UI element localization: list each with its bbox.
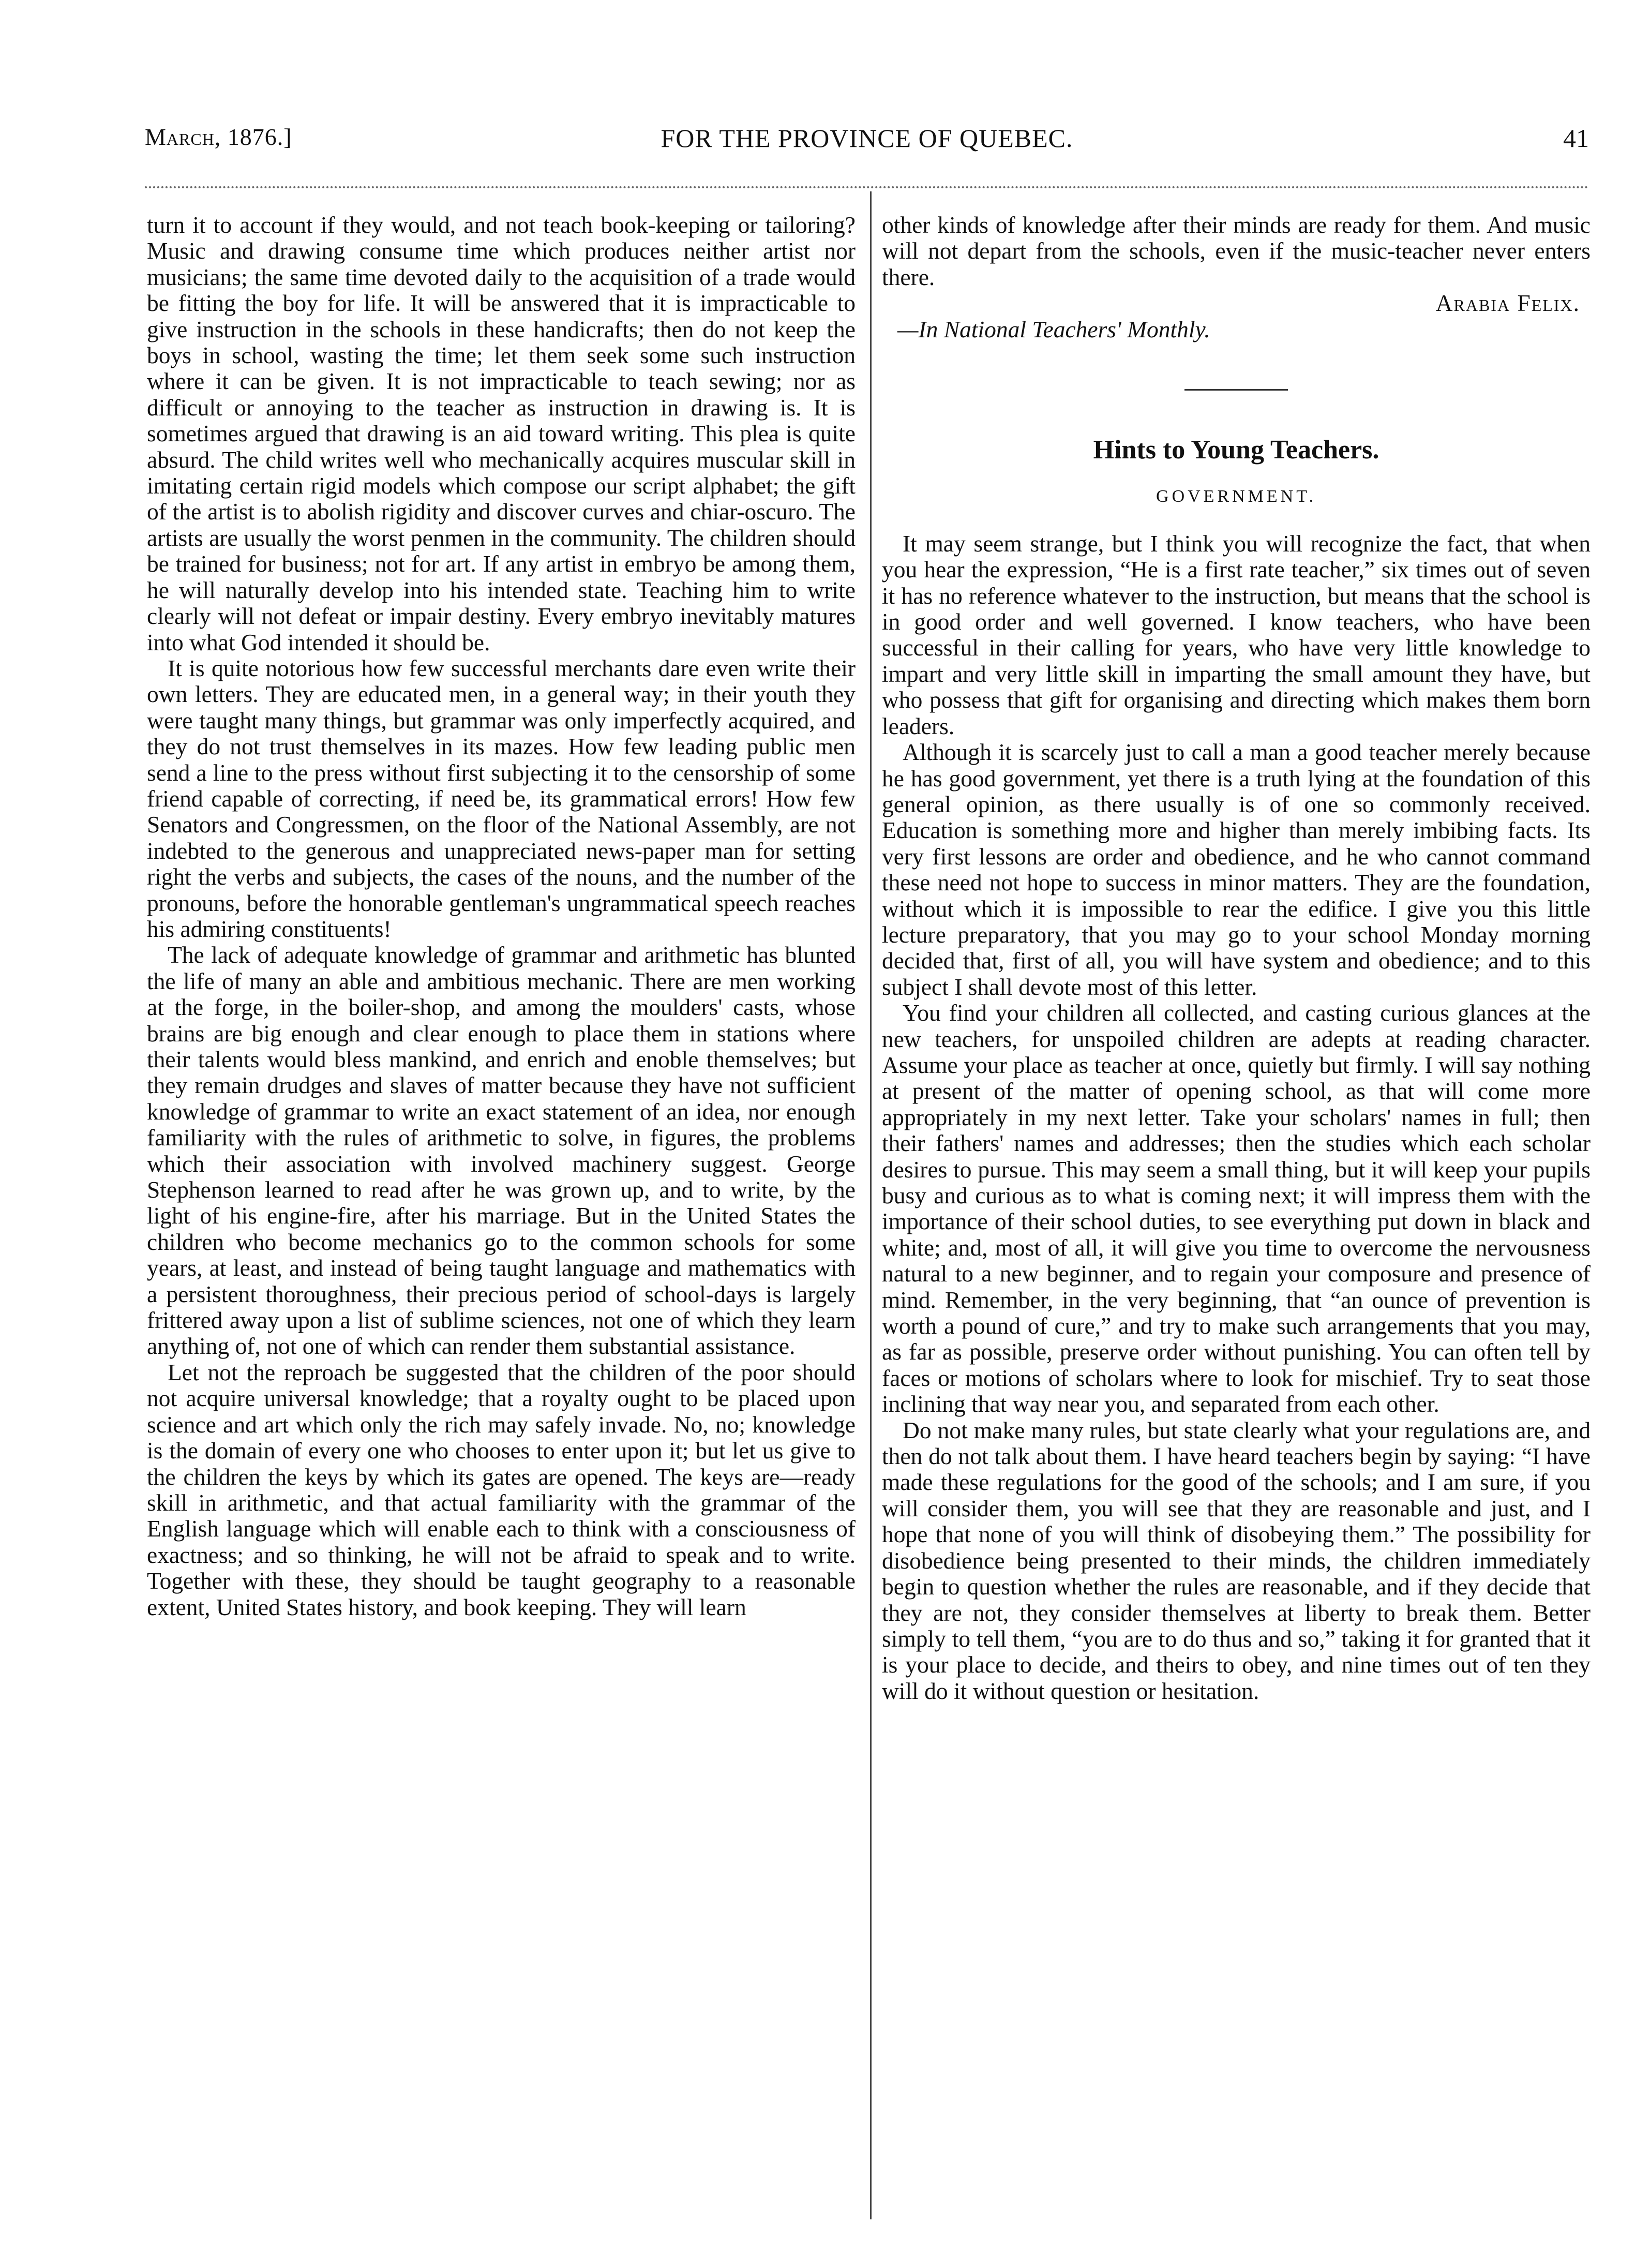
paragraph: turn it to account if they would, and not teach book-keeping or tailoring? Music and drawing consume time which produces neither artist nor musicians; the same time devoted daily to the acquisition of a trade would be fitting the boy for life. It will be answered that it is impracticable to give instruction in the schools in these handicrafts; then do not keep the boys in school, wasting the time; let them seek some such instruction where it can be given. It is not impracticable to teach sewing; nor as difficult or annoying to the teacher as instruction in drawing is. It is sometimes argued that drawing is an aid toward writing. This plea is quite absurd. The child writes well who mechanically acquires muscular skill in imitating certain rigid models which compose our script alphabet; the gift of the artist is to abolish rigidity and discover curves and chiar-oscuro. The artists are usually the worst penmen in the community. The children should be trained for business; not for art. If any artist in embryo be among them, he will naturally develop into his intended state. Teaching him to write clearly will not defeat or impair destiny. Every embryo inevitably matures into what God intended it should be. bbox=[147, 212, 856, 655]
continuation-paragraph: other kinds of knowledge after their minds are ready for them. And music will not depart from the schools, even if the music-teacher never enters there. bbox=[882, 212, 1591, 290]
author-signature: Arabia Felix. bbox=[1435, 290, 1580, 317]
paragraph: You find your children all collected, and casting curious glances at the new teachers, for unspoiled children are adepts at reading character. Assume your place as teacher at once, quietly but firmly. I will say nothing at present of the matter of opening school, as that will come more appropriately in my next letter. Take your scholars' names in full; then their fathers' names and addresses; then the studies which each scholar desires to pursue. This may seem a small thing, but it will keep your pupils busy and curious as to what is coming next; it will impress them with the importance of their school duties, to see everything put down in black and white; and, most of all, it will give you time to overcome the nervousness natural to a new beginner, and to regain your composure and presence of mind. Remember, in the very beginning, that “an ounce of prevention is worth a pound of cure,” and try to make such arrangements that you may, as far as possible, preserve order without punishing. You can often tell by faces or motions of scholars where to look for mischief. Try to seat those inclining that way near you, and separated from each other. bbox=[882, 999, 1591, 1418]
article-title: Hints to Young Teachers. bbox=[1093, 435, 1379, 465]
column-divider bbox=[870, 191, 872, 2219]
paragraph: It may seem strange, but I think you will recognize the fact, that when you hear the expression, “He is a first rate teacher,” six times out of seven it has no reference whatever to the instruction, but means that the school is in good order and well governed. I know teachers, who have been successful in their calling for years, who have very little knowledge to impart and very little skill in imparting the small amount they have, but who possess that gift for organising and directing which makes them born leaders. bbox=[882, 530, 1591, 739]
running-title: FOR THE PROVINCE OF QUEBEC. bbox=[661, 124, 1073, 153]
paragraph: The lack of adequate knowledge of grammar and arithmetic has blunted the life of many an able and ambitious mechanic. There are men working at the forge, in the boiler-shop, and among the moulders' casts, whose brains are big enough and clear enough to place them in stations where their talents would bless mankind, and enrich and enoble themselves; but they remain drudges and slaves of matter because they have not sufficient knowledge of grammar to write an exact statement of an idea, nor enough familiarity with the rules of arithmetic to solve, in figures, the problems which their association with involved machinery suggest. George Stephenson learned to read after he was grown up, and to write, by the light of his engine-fire, after his marriage. But in the United States the children who become mechanics go to the common schools for some years, at least, and instead of being taught language and mathematics with a persistent thoroughness, their precious period of school-days is largely frittered away upon a list of sublime sciences, not one of which they learn anything of, not one of which can render them substantial assistance. bbox=[147, 942, 856, 1360]
paragraph: Let not the reproach be suggested that the children of the poor should not acquire universal knowledge; that a royalty ought to be placed upon science and art which only the rich may safely invade. No, no; knowledge is the domain of every one who chooses to enter upon it; but let us give to the children the keys by which its gates are opened. The keys are—ready skill in arithmetic, and that actual familiarity with the grammar of the English language which will enable each to think with a consciousness of exactness; and so thinking, he will not be afraid to speak and to write. Together with these, they should be taught geography to a reasonable extent, United States history, and book keeping. They will learn bbox=[147, 1359, 856, 1620]
source-citation: —In National Teachers' Monthly. bbox=[897, 316, 1210, 342]
issue-date: March, 1876.] bbox=[145, 124, 292, 150]
page-number: 41 bbox=[1563, 124, 1589, 153]
paragraph: It is quite notorious how few successful merchants dare even write their own letters. They are educated men, in a general way; in their youth they were taught many things, but grammar was only imperfectly acquired, and they do not trust themselves in its mazes. How few leading public men send a line to the press without first subjecting it to the censorship of some friend capable of correcting, if need be, its grammatical errors! How few Senators and Congressmen, on the floor of the National Assembly, are not indebted to the generous and unappreciated news-paper man for setting right the verbs and subjects, the cases of the nouns, and the number of the pronouns, before the honorable gentleman's ungrammatical speech reaches his admiring constituents! bbox=[147, 654, 856, 942]
paragraph: Although it is scarcely just to call a man a good teacher merely because he has good government, yet there is a truth lying at the foundation of this general opinion, as there usually is of one so commonly received. Education is something more and higher than merely imbibing facts. Its very first lessons are order and obedience, and he who cannot command these need not hope to success in minor matters. They are the foundation, without which it is impossible to rear the edifice. I give you this little lecture preparatory, that you may go to your school Monday morning decided that, first of all, you will have system and obedience; and to this subject I shall devote most of this letter. bbox=[882, 739, 1591, 1000]
right-column bbox=[882, 212, 1591, 1704]
page-header bbox=[145, 123, 1589, 159]
paragraph: Do not make many rules, but state clearly what your regulations are, and then do not talk about them. I have heard teachers begin by saying: “I have made these regulations for the good of the schools; and I am sure, if you will consider them, you will see that they are reasonable and just, and I hope that none of you will think of disobeying them.” The possibility for disobedience being presented to their minds, the children immediately begin to question whether the rules are reasonable, and if they decide that they are not, they consider themselves at liberty to break them. Better simply to tell them, “you are to do thus and so,” taking it for granted that it is your place to decide, and theirs to obey, and nine times out of ten they will do it without question or hesitation. bbox=[882, 1416, 1591, 1704]
header-rule bbox=[145, 186, 1589, 191]
section-heading: GOVERNMENT. bbox=[1156, 487, 1316, 506]
left-column bbox=[147, 212, 856, 1620]
article-separator bbox=[1184, 389, 1288, 391]
